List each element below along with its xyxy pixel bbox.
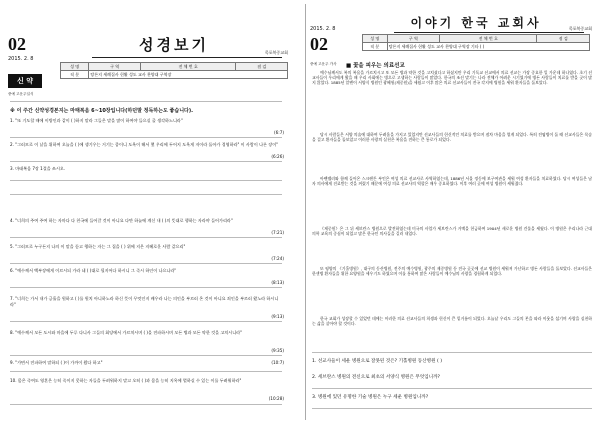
title-underline	[92, 57, 282, 58]
info-head: 점 검	[537, 35, 590, 43]
answer-line[interactable]	[10, 194, 282, 195]
testament-badge: 신 약	[8, 74, 42, 88]
question-9: 9. "가면서 전파하여 말하되 ( )이 가까이 왔다 하고"	[10, 360, 103, 365]
page-title: 성경보기	[139, 36, 209, 54]
page-title: 이야기 한국 교회사	[410, 16, 542, 30]
question-4: 4. "너희의 주여 주여 하는 자마다 다 천국에 들어갈 것이 아니요 다만 하늘에 계신 내 ( )의 뜻대로 행하는 자라야 들어가리라"	[10, 218, 233, 223]
answer-line[interactable]	[10, 161, 282, 162]
answer-line[interactable]	[10, 355, 282, 356]
left-worksheet	[4, 4, 294, 420]
review-question-2	[312, 374, 592, 380]
question-ref: (10:7)	[271, 360, 284, 365]
info-head: 성 명	[363, 35, 388, 43]
info-cell: 직 분	[61, 71, 89, 79]
question-7: 7. "너희는 가서 내가 긍휼을 원하고 ( )를 원치 아니하노라 하신 뜻이 무엇인지 배우라 나는 의인을 부르러 온 것이 아니요 죄인을 부르러 왔노라 하시니라"	[10, 296, 279, 307]
question-ref: (7:24)	[271, 256, 284, 261]
question-2: 2. "그러므로 이 날을 위하여 오늘을 ( )에 생기우는 거기는 종이니 도욕이 해서 몇 우리에 두어지 도욕게 저이라 돌아가 경영하라" 이 사람이 나른 장이"	[10, 142, 279, 147]
issue-number: 02	[8, 34, 26, 54]
info-head: 전 체 번 호	[140, 63, 236, 71]
question-ref: (6:26)	[271, 154, 284, 159]
question-ref: (8:13)	[271, 280, 284, 285]
paragraph: 아펜젤러와 함께 들어온 스크랜튼 부인은 여성 의료 선교사로 사역하였는데, 1886년 서울 정동에 보구여관을 세워 여성 환자들을 치료하였다. 당시 여성들은 남자 의사에게 진료받는 것을 꺼렸기 때문에 여성 의료 선교사의 역할은 매우 중요하였다. 이후 여러 곳에 여성 병원이 세워졌다.	[312, 176, 592, 187]
question-1: 1. "또 기도할 때에 이방인과 같이 ( )하지 말라 그들은 말을 많이 하여야 들으실 줄 생각하느니라"	[10, 118, 183, 123]
answer-line[interactable]	[10, 137, 282, 138]
section-title: ■ 꽃을 피우는 의료선교	[346, 63, 405, 69]
paragraph: 또 평양의 《기홀병원》, 대구의 동산병원, 전주의 예수병원, 광주의 제중병원 등 전국 곳곳에 선교 병원이 세워져 가난하고 병든 사람들을 돌보았다. 선교사들은 한센병 환자들을 위한 요양원을 세우기도 하였으며 이를 통하여 많은 사람들이 예수님의 사랑을 경험하게 되었다.	[312, 266, 592, 277]
question-ref: (7:21)	[271, 230, 284, 235]
paragraph: 《제중원》은 그 뒤 세브란스 병원으로 발전하였는데 미국의 사업가 세브란스가 거액을 헌금하여 1904년 새로운 병원 건물을 세웠다. 이 병원은 우리나라 근대 의학 교육의 중심이 되었고 많은 한국인 의사들을 길러 내었다.	[312, 226, 592, 237]
answer-line[interactable]	[312, 388, 592, 389]
issue-date: 2015. 2. 8	[310, 26, 336, 32]
title-underline	[394, 32, 584, 33]
info-table	[60, 62, 288, 79]
answer-line[interactable]	[10, 263, 282, 264]
question-ref: (9:35)	[271, 348, 284, 353]
answer-line[interactable]	[312, 408, 592, 409]
question-3: 3. 마태복음 7장 1절을 쓰시오.	[10, 166, 66, 171]
answer-line[interactable]	[10, 180, 282, 181]
week-label: 중예 고운주일식	[8, 92, 34, 96]
info-head: 구 역	[387, 35, 439, 43]
week-label: 중예 고운주 가사	[310, 62, 337, 66]
info-head: 성 명	[61, 63, 89, 71]
info-cell: 탕론지 세례집사 헌활 성도 교사 찬양대 구역장	[89, 71, 288, 79]
divider	[312, 352, 592, 353]
divider	[10, 101, 282, 102]
reading-instruction: ※ 이 주간 신약성경본지는 마태복음 6~10장입니다(하던말 정독하는도 좋습니다).	[10, 108, 194, 114]
answer-line[interactable]	[10, 371, 282, 372]
publisher: 목포북중교회	[568, 26, 592, 31]
question-5: 5. "그러므로 누구든지 나의 이 말을 듣고 행하는 자는 그 집을 ( ) 위에 지은 지혜로운 사람 같으리"	[10, 244, 186, 249]
paragraph: 예수님께서도 복의 복음을 가르치시고 또 모든 병과 약한 것을 고치셨다고 하셨지만 우리 기독교 선교에서 의료 선교는 가장 중요한 일 가운데 하나였다. 초기 선교사들이 우리에게 왔을 때 우리 사회에는 병으로 고생하는 사람들이 많았다. 한국의 조선 말기는 나라 전체가 어려운 시기였기에 병든 사람들이 치료를 받을 곳이 많지 않았다. 1885년 알렌이 서양식 병원인 광혜원(제중원)을 세웠고 이후 많은 의료 선교사들이 전국 각지에 병원을 세워 환자들을 돌보았다.	[312, 70, 592, 86]
issue-date: 2015. 2. 8	[8, 56, 34, 62]
info-head: 전 체 번 호	[440, 35, 537, 43]
answer-line[interactable]	[10, 237, 282, 238]
answer-line[interactable]	[10, 287, 282, 288]
right-worksheet	[305, 4, 598, 420]
review-question-1	[312, 358, 592, 364]
paragraph: 당시 사람들은 서양 의술에 대하여 두려움을 가지고 있었지만 선교사들의 헌신적인 치료를 받으며 점차 마음을 열게 되었다. 특히 전염병이 돌 때 선교사들은 목숨을 걸고 환자들을 돌보았고 이러한 사랑의 실천은 복음을 전하는 큰 통로가 되었다.	[312, 132, 592, 143]
review-question-3	[312, 394, 592, 400]
question-10: 10. 몸은 죽여도 영혼은 능히 죽이지 못하는 자들을 두려워하지 말고 오히 ( )과 몸을 능히 지옥에 멸하실 수 있는 이를 두려워하라"	[10, 378, 242, 383]
answer-line[interactable]	[10, 321, 282, 322]
info-head: 점 검	[236, 63, 288, 71]
answer-line[interactable]	[10, 404, 282, 405]
info-table	[362, 34, 590, 51]
info-head: 구 역	[89, 63, 140, 71]
publisher: 목포북중교회	[264, 50, 288, 55]
question-ref: (9:13)	[271, 314, 284, 319]
review-question-text: 2. 세브란스 병원의 전신으로 최초의 서양식 병원은 무엇입니까?	[312, 375, 440, 380]
question-6: 6. "예수께서 백부장에게 이르시되 가라 네 ( )대로 될지어다 하시니 그 즉시 하인이 나으니라"	[10, 268, 177, 273]
question-8: 8. "예수께서 모든 도시와 마을에 두루 다니사 그들의 회당에서 가르치시며 ( )을 전파하시며 모든 병과 모든 약한 것을 고치시니라"	[10, 330, 243, 335]
question-ref: (6:7)	[273, 130, 284, 135]
issue-number: 02	[310, 34, 328, 54]
review-question-text: 1. 선교사들이 세운 병원으로 잘못된 것은? 기홀병원 동산병원 ( )	[312, 359, 443, 364]
review-question-text: 3. 병원에 있던 유명한 기술 병원은 누구 세운 병원입니까?	[312, 395, 429, 400]
info-cell: 직 분	[363, 43, 388, 51]
paragraph: 한국 교회가 성장할 수 있었던 데에는 이러한 의료 선교사들의 희생과 헌신이 큰 밑거름이 되었다. 오늘날 우리도 그들의 본을 따라 이웃을 섬기며 사랑을 실천하는 삶을 살아야 할 것이다.	[312, 316, 592, 327]
question-ref: (10:28)	[268, 396, 284, 401]
info-cell: 탕론지 세례집사 헌활 성도 교사 찬양대 구역장 기타 ( )	[387, 43, 589, 51]
